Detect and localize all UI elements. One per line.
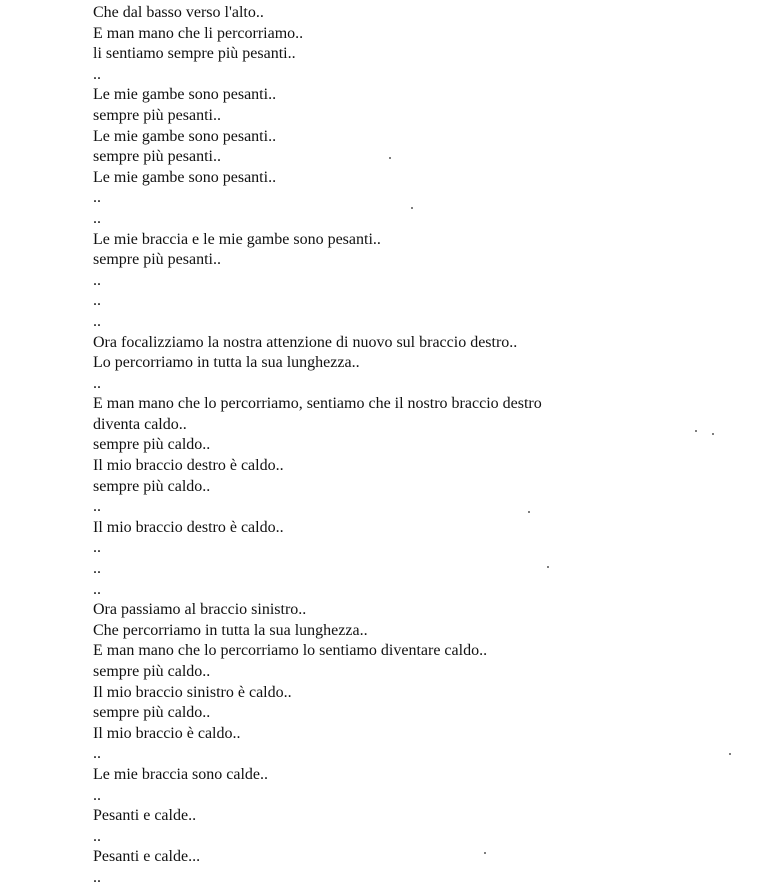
text-line: .. (93, 786, 101, 804)
text-line: li sentiamo sempre più pesanti.. (93, 45, 296, 63)
text-line: Il mio braccio è caldo.. (93, 724, 241, 742)
text-line: .. (93, 209, 101, 227)
text-line: Le mie braccia sono calde.. (93, 765, 269, 783)
text-line: .. (93, 292, 101, 310)
text-line: .. (93, 498, 101, 516)
text-line: .. (93, 189, 101, 207)
text-line: .. (93, 868, 101, 886)
text-line: .. (93, 580, 101, 598)
scan-speck (695, 430, 697, 432)
text-line: Pesanti e calde.. (93, 807, 197, 825)
text-line: Le mie gambe sono pesanti.. (93, 86, 277, 104)
scan-speck (484, 852, 486, 854)
text-line: .. (93, 560, 101, 578)
text-line: Il mio braccio destro è caldo.. (93, 457, 284, 475)
text-line: Lo percorriamo in tutta la sua lunghezza.. (93, 354, 360, 372)
scan-speck (389, 157, 391, 159)
text-line: sempre più caldo.. (93, 704, 211, 722)
scan-speck (712, 433, 714, 435)
text-line: sempre più caldo.. (93, 663, 211, 680)
scan-speck (528, 511, 530, 513)
text-line: Che percorriamo in tutta la sua lunghezza.. (93, 621, 368, 639)
text-line: .. (93, 65, 101, 83)
scan-speck (547, 566, 549, 568)
document-text (93, 3, 713, 889)
text-line: .. (93, 745, 101, 763)
text-line: .. (93, 539, 101, 557)
text-line: sempre più caldo.. (93, 477, 211, 495)
text-line: Il mio braccio destro è caldo.. (93, 518, 284, 536)
text-line: .. (93, 312, 101, 330)
text-line: Le mie gambe sono pesanti.. (93, 127, 277, 145)
text-line: sempre più pesanti.. (93, 251, 221, 269)
text-line: E man mano che lo percorriamo, sentiamo che il nostro braccio destro (93, 395, 542, 413)
text-line: Che dal basso verso l'alto.. (93, 4, 264, 21)
text-line: diventa caldo.. (93, 415, 187, 433)
text-line: .. (93, 271, 101, 289)
text-line: Ora focalizziamo la nostra attenzione di nuovo sul braccio destro.. (93, 333, 518, 351)
text-line: sempre più caldo.. (93, 436, 211, 454)
text-line: .. (93, 374, 101, 392)
text-line: Pesanti e calde... (93, 848, 201, 866)
text-line: Il mio braccio sinistro è caldo.. (93, 683, 292, 701)
text-line: E man mano che lo percorriamo lo sentiamo diventare caldo.. (93, 642, 488, 660)
text-line: sempre più pesanti.. (93, 148, 221, 166)
text-line: Le mie gambe sono pesanti.. (93, 168, 277, 186)
text-line: .. (93, 827, 101, 845)
text-line: E man mano che li percorriamo.. (93, 24, 304, 42)
text-line: sempre più pesanti.. (93, 106, 221, 124)
text-line: Ora passiamo al braccio sinistro.. (93, 601, 307, 619)
scan-speck (411, 207, 413, 209)
scan-speck (729, 753, 731, 755)
text-line: Le mie braccia e le mie gambe sono pesanti.. (93, 230, 381, 248)
